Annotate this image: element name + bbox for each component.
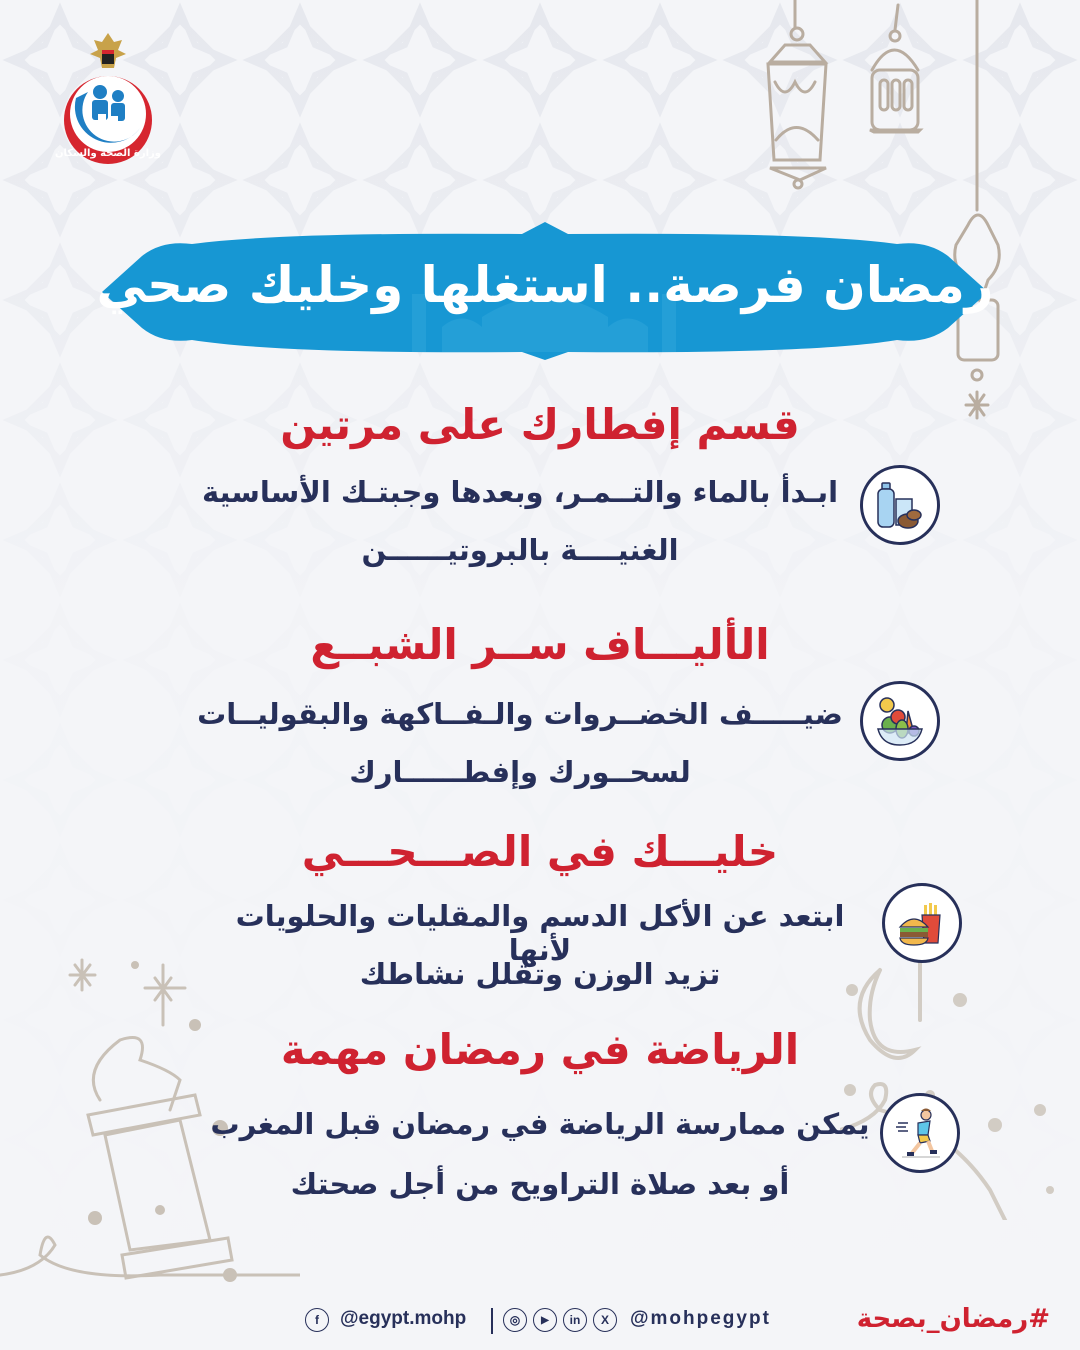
section-title: قسم إفطارك على مرتين — [280, 400, 800, 449]
footer-social-bar — [0, 1300, 1080, 1344]
burger-fries-icon — [882, 883, 962, 963]
salad-bowl-icon — [860, 681, 940, 761]
headline-title: رمضان فرصة.. استغلها وخليك صحي — [96, 256, 994, 314]
svg-text:وزارة الصحة والسكان: وزارة الصحة والسكان — [54, 148, 162, 159]
x-icon[interactable]: X — [593, 1308, 617, 1332]
section-title: خليـــك في الصـــحـــي — [301, 827, 779, 876]
water-dates-icon — [860, 465, 940, 545]
linkedin-icon[interactable]: in — [563, 1308, 587, 1332]
ministry-of-health-logo — [48, 28, 168, 168]
section-text-line-2: أو بعد صلاة التراويح من أجل صحتك — [290, 1167, 790, 1201]
eagle-emblem-icon — [90, 33, 126, 68]
social-handle[interactable]: @mohpegypt — [630, 1308, 771, 1329]
footer-divider — [491, 1308, 493, 1334]
section-text-line-1: يمكن ممارسة الرياضة في رمضان قبل المغرب — [210, 1107, 870, 1141]
youtube-icon[interactable]: ▶ — [533, 1308, 557, 1332]
section-text-line-2: لسحــورك وإفطــــــارك — [349, 755, 691, 789]
facebook-handle[interactable]: @egypt.mohp — [340, 1308, 467, 1329]
headline-banner — [82, 222, 1008, 362]
instagram-icon[interactable]: ◎ — [503, 1308, 527, 1332]
campaign-hashtag: #رمضان_بصحة — [856, 1304, 1050, 1334]
section-text-line-2: تزيد الوزن وتقلل نشاطك — [359, 957, 721, 991]
section-text-line-1: ابـدأ بالماء والتــمـر، وبعدها وجبتـك الأساسية — [201, 475, 839, 509]
section-text-line-2: الغنيــــة بالبروتيــــــن — [361, 533, 679, 567]
section-title: الأليـــاف ســر الشبــع — [310, 620, 770, 669]
section-title: الرياضة في رمضان مهمة — [280, 1025, 800, 1074]
runner-icon — [880, 1093, 960, 1173]
facebook-icon[interactable]: f — [305, 1308, 329, 1332]
section-text-line-1: ضيـــــف الخضــروات والـفــاكهة والبقوليــات — [197, 697, 843, 731]
section-text-line-1: ابتعد عن الأكل الدسم والمقليات والحلويات لأنها — [235, 899, 845, 967]
